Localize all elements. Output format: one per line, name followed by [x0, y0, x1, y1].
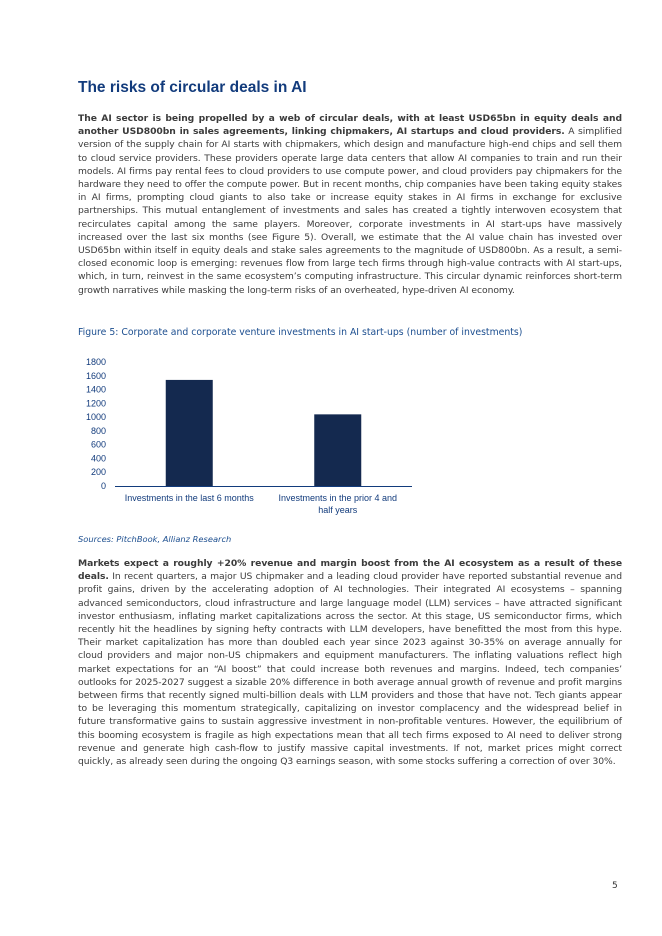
y-tick-label: 1400 [85, 384, 106, 395]
bar-2 [314, 414, 361, 486]
y-tick-label: 400 [90, 453, 106, 464]
figure-caption: Figure 5: Corporate and corporate venture investments in AI start-ups (number of investments) [78, 327, 523, 338]
paragraph-lead: The AI sector is being propelled by a web of circular deals, with at least USD65bn in equity deals and another USD800bn in sales agreements, linking chipmakers, AI startups and cloud providers. [78, 113, 622, 138]
y-tick-label: 1000 [85, 412, 106, 423]
bar-1 [166, 380, 213, 486]
y-tick-label: 1200 [85, 398, 106, 409]
paragraph-body: A simplified version of the supply chain for AI starts with chipmakers, which design and manufacture high-end chips and sell them to cloud service providers. These providers operate large data centers that allow AI companies to train and run their models. AI firms pay rental fees to cloud providers to use compute power, and cloud providers pay chipmakers for the hardware they need to offer the compute power. But in recent months, chip companies have been taking equity stakes in AI firms, prompting cloud giants to also take or increase equity stakes in AI firms in exchange for exclusive partnerships. This mutual entanglement of investments and sales has created a tightly interwoven ecosystem that recirculates capital among the same players. Moreover, corporate investments in AI start-ups have massively increased over the last six months (see Figure 5). Overall, we estimate that the AI value chain has invested over USD65bn within itself in equity deals and stake sales agreements to the magnitude of USD800bn. As a result, a semi-closed economic loop is emerging: revenues flow from large tech firms through high-value contracts with AI start-ups, which, in turn, reinvest in the same ecosystem’s computing infrastructure. This circular dynamic reinforces short-term growth narratives while masking the long-term risks of an overheated, hype-driven AI economy. [78, 126, 622, 296]
y-tick-label: 200 [90, 467, 106, 478]
paragraph-circular-deals [78, 112, 622, 297]
paragraph-lead: Markets expect a roughly +20% revenue and margin boost from the AI ecosystem as a result of these deals. [78, 558, 622, 583]
bar-chart [70, 348, 420, 528]
y-tick-label: 1600 [85, 370, 106, 381]
x-tick-label: Investments in the prior 4 and half years [278, 493, 398, 515]
y-tick-label: 0 [100, 481, 106, 491]
y-tick-label: 800 [90, 425, 106, 436]
paragraph-body: In recent quarters, a major US chipmaker and a leading cloud provider have reported substantial revenue and profit gains, driven by the accelerating adoption of AI technologies. Their integrated AI ecosystems – spanning advanced semiconductors, cloud infrastructure and large language model (LLM) services – have attracted significant investor enthusiasm, inflating market capitalizations across the sector. At this stage, US semiconductor firms, which recently hit the headlines by signing hefty contracts with LLM developers, have benefitted the most from this hype. Their market capitalization has more than doubled each year since 2023 against 30-35% on average annually for cloud providers and major non-US chipmakers and equipment manufacturers. The inflating valuations reflect high market expectations for an “AI boost” that could increase both revenues and margins. Indeed, tech companies’ outlooks for 2025-2027 suggest a sizable 20% difference in both average annual growth of revenue and profit margins between firms that recently signed multi-billion deals with LLM providers and those that have not. Tech giants appear to be leveraging this momentum strategically, capitalizing on investor complacency and the widespread belief in future transformative gains to sustain aggressive investment in non-profitable ventures. However, the equilibrium of this booming ecosystem is fragile as high expectations mean that all tech firms exposed to AI need to deliver strong revenue and generate high cash-flow to justify massive capital investments. If not, market prices might correct quickly, as already seen during the ongoing Q3 earnings season, with some stocks suffering a correction of over 30%. [78, 571, 622, 768]
paragraph-market-expectations [78, 557, 622, 768]
x-tick-label: Investments in the last 6 months [124, 493, 254, 503]
sources-note: Sources: PitchBook, Allianz Research [78, 534, 232, 544]
page-number: 5 [612, 881, 618, 891]
section-heading: The risks of circular deals in AI [78, 79, 307, 96]
y-tick-label: 600 [90, 439, 106, 450]
y-tick-label: 1800 [85, 357, 106, 367]
